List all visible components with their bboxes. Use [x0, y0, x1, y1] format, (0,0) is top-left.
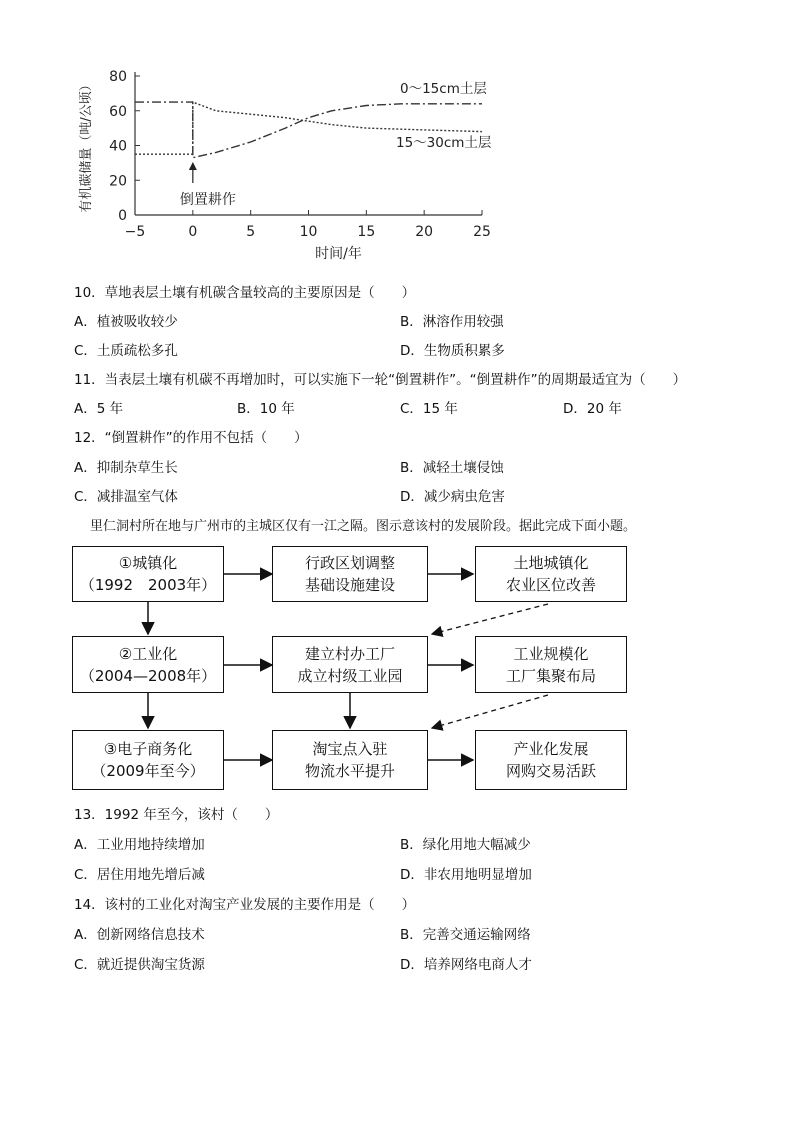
x-tick-label: 5 — [246, 224, 256, 240]
y-tick-label: 60 — [109, 103, 127, 120]
question-10-option-c[interactable]: C．土质疏松多孔 — [74, 343, 178, 359]
question-10-stem: 10．草地表层土壤有机碳含量较高的主要原因是（ ） — [74, 285, 416, 301]
flow-text: 基础设施建设 — [304, 576, 395, 594]
flow-mid-village-factory — [272, 636, 428, 693]
x-axis-title: 时间/年 — [315, 246, 362, 262]
flow-text: ③电子商务化 — [103, 740, 193, 758]
flow-text: 工厂集聚布局 — [505, 666, 596, 685]
x-tick-label: 0 — [188, 224, 198, 240]
question-13-option-b[interactable]: B．绿化用地大幅减少 — [400, 837, 531, 853]
question-12-option-c[interactable]: C．减排温室气体 — [74, 489, 178, 505]
flow-text: （2004—2008年） — [79, 666, 217, 685]
question-12-option-d[interactable]: D．减少病虫危害 — [400, 489, 505, 505]
y-axis-title: 有机碳储量（吨/公顷） — [79, 78, 94, 213]
question-12-option-b[interactable]: B．减轻土壤侵蚀 — [400, 460, 504, 476]
question-10-option-b[interactable]: B．淋溶作用较强 — [400, 314, 504, 330]
x-tick-label: 15 — [357, 224, 376, 240]
x-tick-label: 25 — [473, 224, 491, 240]
flow-result-industrial-development — [475, 730, 627, 790]
flow-text: （1992 2003年） — [79, 576, 217, 594]
y-tick-label: 20 — [109, 173, 127, 190]
question-11-stem: 11．当表层土壤有机碳不再增加时，可以实施下一轮“倒置耕作”。“倒置耕作”的周期最适宜为（ ） — [74, 372, 687, 388]
x-tick-label: −5 — [124, 224, 146, 240]
flow-result-land-urbanization — [475, 546, 627, 602]
flow-text: 淘宝点入驻 — [312, 740, 388, 758]
flow-text: 工业规模化 — [513, 644, 589, 663]
question-13-option-a[interactable]: A．工业用地持续增加 — [74, 837, 205, 853]
flow-stage-ecommerce — [72, 730, 224, 790]
question-11-option-a[interactable]: A．5 年 — [74, 401, 124, 417]
question-12-option-a[interactable]: A．抑制杂草生长 — [74, 460, 178, 476]
y-tick-label: 80 — [109, 69, 127, 85]
series-label-subsoil: 15～30cm土层 — [396, 135, 492, 151]
flow-text: ①城镇化 — [118, 554, 178, 572]
flow-text: 产业化发展 — [513, 740, 589, 758]
x-tick-label: 20 — [415, 224, 434, 240]
flow-mid-taobao-logistics — [272, 730, 428, 790]
question-13-stem: 13．1992 年至今，该村（ ） — [74, 807, 279, 823]
question-14-stem: 14．该村的工业化对淘宝产业发展的主要作用是（ ） — [74, 897, 416, 913]
question-11-option-c[interactable]: C．15 年 — [400, 401, 458, 417]
question-10-option-a[interactable]: A．植被吸收较少 — [74, 314, 178, 330]
y-tick-label: 0 — [118, 208, 127, 224]
question-14-option-c[interactable]: C．就近提供淘宝货源 — [74, 957, 205, 973]
flow-text: （2009年至今） — [91, 762, 205, 780]
question-14-option-b[interactable]: B．完善交通运输网络 — [400, 927, 531, 943]
series-label-topsoil: 0～15cm土层 — [400, 81, 487, 97]
question-13-option-c[interactable]: C．居住用地先增后减 — [74, 867, 205, 883]
flow-result-industry-scale — [475, 636, 627, 693]
flow-text: 土地城镇化 — [513, 554, 589, 572]
question-10-option-d[interactable]: D．生物质积累多 — [400, 343, 505, 359]
arrow-dashed-1 — [432, 604, 548, 634]
flow-text: 农业区位改善 — [505, 576, 596, 594]
material-intro: 里仁洞村所在地与广州市的主城区仅有一江之隔。图示意该村的发展阶段。据此完成下面小题。 — [90, 519, 637, 534]
question-14-option-d[interactable]: D．培养网络电商人才 — [400, 957, 532, 973]
flow-stage-industrialization — [72, 636, 224, 693]
flow-stage-urbanization — [72, 546, 224, 602]
flow-text: 物流水平提升 — [304, 762, 395, 780]
arrow-dashed-2 — [432, 695, 548, 728]
question-12-stem: 12．“倒置耕作”的作用不包括（ ） — [74, 430, 308, 446]
flow-text: 网购交易活跃 — [505, 762, 596, 780]
question-11-option-d[interactable]: D．20 年 — [563, 401, 622, 417]
question-11-option-b[interactable]: B．10 年 — [237, 401, 295, 417]
flow-text: 行政区划调整 — [304, 554, 395, 572]
flow-text: ②工业化 — [118, 644, 178, 663]
flow-mid-admin-infra — [272, 546, 428, 602]
x-tick-label: 10 — [299, 224, 318, 240]
y-tick-label: 40 — [109, 138, 127, 155]
flow-text: 成立村级工业园 — [297, 666, 403, 685]
question-14-option-a[interactable]: A．创新网络信息技术 — [74, 927, 205, 943]
annotation-label: 倒置耕作 — [179, 192, 236, 208]
flow-text: 建立村办工厂 — [304, 644, 395, 663]
question-13-option-d[interactable]: D．非农用地明显增加 — [400, 867, 532, 883]
